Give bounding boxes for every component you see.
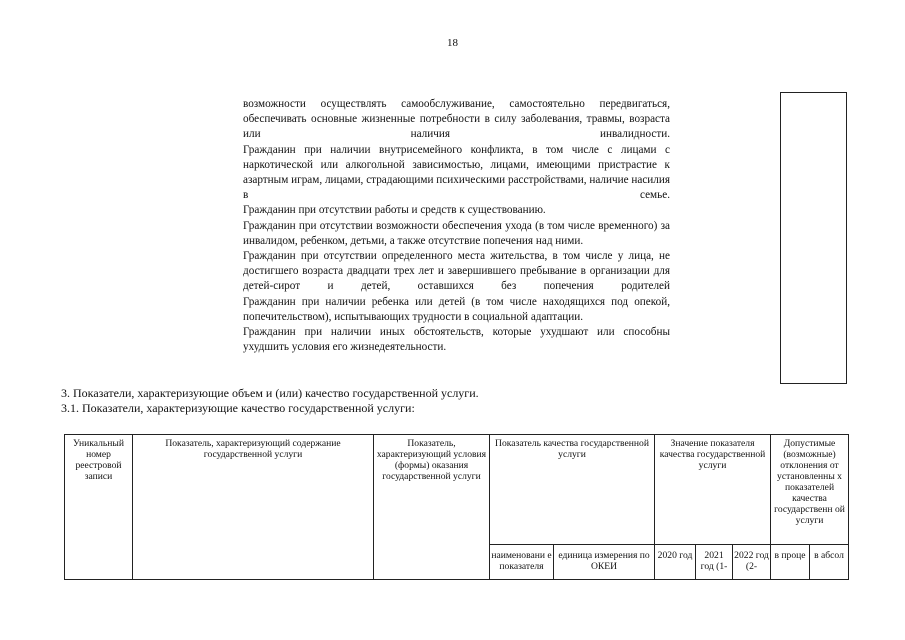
subheader-year-2020: 2020 год bbox=[655, 545, 696, 580]
document-body bbox=[243, 97, 670, 355]
paragraph-no-care: Гражданин при отсутствии возможности обеспечения ухода (в том числе временного) за инвалидом, ребенком, детьми, а также отсутствие попечения над ними. bbox=[243, 219, 670, 247]
page-number: 18 bbox=[447, 37, 458, 49]
paragraph-no-work: Гражданин при отсутствии работы и средств к существованию. bbox=[243, 204, 546, 217]
paragraph-family-conflict: Гражданин при наличии внутрисемейного конфликта, в том числе с лицами с наркотической или алкогольной зависимостью, лицами, имеющими пристрастие к азартным играм, лицами, страдающими психическими расстройствами, наличие насилия в семье. bbox=[243, 143, 670, 202]
section-heading-3-1: 3.1. Показатели, характеризующие качество государственной услуги: bbox=[61, 401, 415, 415]
header-quality-indicator: Показатель качества государственной услуги bbox=[490, 435, 655, 545]
header-indicator-value: Значение показателя качества государственной услуги bbox=[655, 435, 771, 545]
subheader-indicator-name: наименовани е показателя bbox=[490, 545, 554, 580]
subheader-in-percent: в проце bbox=[771, 545, 810, 580]
header-conditions-indicator: Показатель, характеризующий условия (формы) оказания государственной услуги bbox=[374, 435, 490, 580]
paragraph-continuation: возможности осуществлять самообслуживание, самостоятельно передвигаться, обеспечивать основные жизненные потребности в силу заболевания, травмы, возраста или наличия инвалидности. bbox=[243, 98, 670, 141]
subheader-unit: единица измерения по ОКЕИ bbox=[554, 545, 655, 580]
header-record-number: Уникальный номер реестровой записи bbox=[65, 435, 133, 580]
subheader-year-2022: 2022 год (2- bbox=[733, 545, 771, 580]
header-content-indicator: Показатель, характеризующий содержание государственной услуги bbox=[133, 435, 374, 580]
header-allowed-deviation: Допустимые (возможные) отклонения от установленны х показателей качества государственн ой услуги bbox=[771, 435, 849, 545]
paragraph-no-residence: Гражданин при отсутствии определенного места жительства, в том числе у лица, не достигшего возраста двадцати трех лет и завершившего пребывание в организации для детей-сирот и детей, оставшихся без попечения родителей bbox=[243, 250, 670, 293]
subheader-year-2021: 2021 год (1- bbox=[696, 545, 733, 580]
subheader-in-absolute: в абсол bbox=[810, 545, 849, 580]
quality-indicators-table bbox=[64, 434, 849, 580]
paragraph-other-circumstances: Гражданин при наличии иных обстоятельств, которые ухудшают или способны ухудшить условия его жизнедеятельности. bbox=[243, 326, 670, 354]
side-box bbox=[780, 92, 847, 384]
paragraph-child-adaptation: Гражданин при наличии ребенка или детей (в том числе находящихся под опекой, попечительством), испытывающих трудности в социальной адаптации. bbox=[243, 295, 670, 323]
section-heading-3: 3. Показатели, характеризующие объем и (или) качество государственной услуги. bbox=[61, 386, 479, 400]
